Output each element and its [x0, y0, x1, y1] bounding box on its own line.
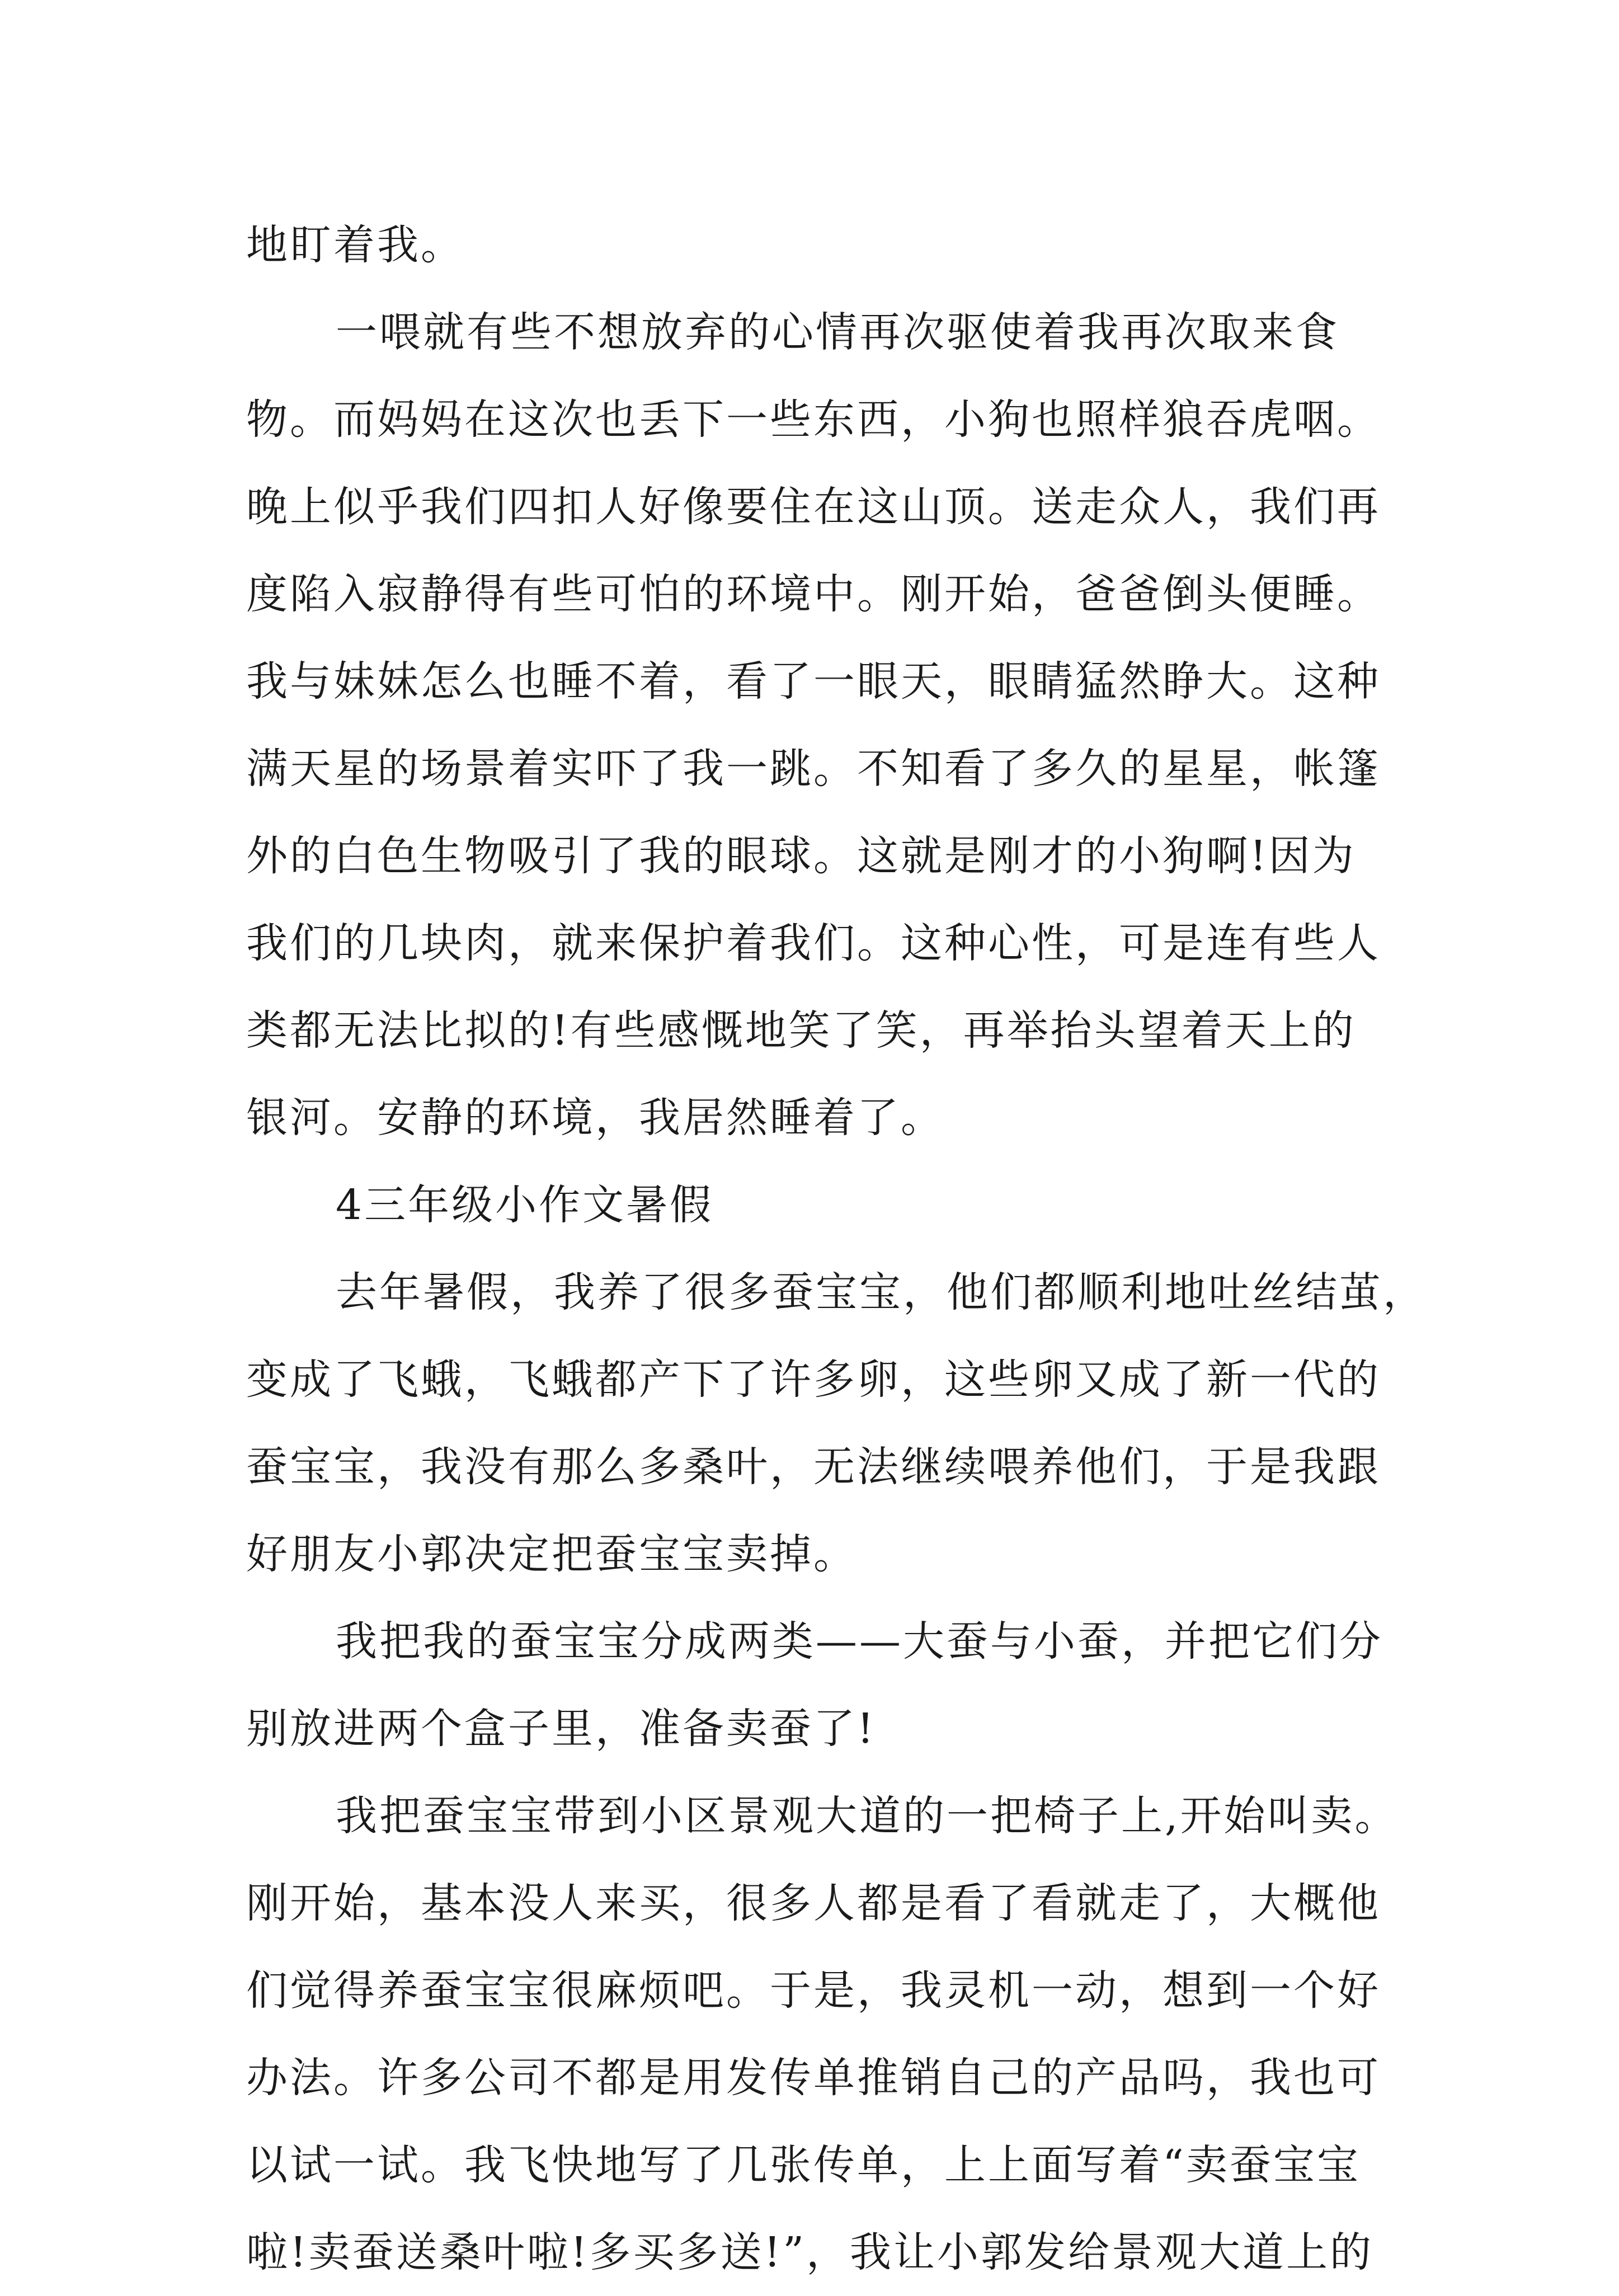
- text-line: 们觉得养蚕宝宝很麻烦吧。于是，我灵机一动，想到一个好: [246, 1966, 1381, 2015]
- text-line: 满天星的场景着实吓了我一跳。不知看了多久的星星，帐篷: [246, 745, 1381, 793]
- text-line: 晚上似乎我们四扣人好像要住在这山顶。送走众人，我们再: [246, 483, 1381, 531]
- text-line: 4三年级小作文暑假: [336, 1181, 714, 1229]
- text-line: 办法。许多公司不都是用发传单推销自己的产品吗，我也可: [246, 2054, 1381, 2102]
- text-line: 类都无法比拟的!有些感慨地笑了笑，再举抬头望着天上的: [246, 1006, 1356, 1055]
- text-line: 我与妹妹怎么也睡不着，看了一眼天，眼睛猛然睁大。这种: [246, 657, 1381, 705]
- text-line: 啦!卖蚕送桑叶啦!多买多送!”，我让小郭发给景观大道上的: [246, 2228, 1374, 2276]
- document-body: [246, 201, 1427, 2296]
- text-line: 我把蚕宝宝带到小区景观大道的一把椅子上,开始叫卖。: [336, 1792, 1399, 1840]
- text-line: 我把我的蚕宝宝分成两类——大蚕与小蚕，并把它们分: [336, 1617, 1383, 1665]
- text-line: 变成了飞蛾，飞蛾都产下了许多卵，这些卵又成了新一代的: [246, 1356, 1381, 1404]
- text-line: 以试一试。我飞快地写了几张传单，上上面写着“卖蚕宝宝: [246, 2141, 1361, 2189]
- text-line: 度陷入寂静得有些可怕的环境中。刚开始，爸爸倒头便睡。: [246, 570, 1381, 618]
- text-line: 好朋友小郭决定把蚕宝宝卖掉。: [246, 1530, 857, 1578]
- text-line: 银河。安静的环境，我居然睡着了。: [246, 1094, 944, 1142]
- text-line: 别放进两个盒子里，准备卖蚕了!: [246, 1705, 876, 1753]
- text-line: 我们的几块肉，就来保护着我们。这种心性，可是连有些人: [246, 919, 1381, 967]
- text-line: 一喂就有些不想放弃的心情再次驱使着我再次取来食: [336, 308, 1339, 356]
- text-line: 物。而妈妈在这次也丢下一些东西，小狗也照样狼吞虎咽。: [246, 396, 1381, 444]
- text-line: 地盯着我。: [246, 221, 464, 269]
- text-line: 刚开始，基本没人来买，很多人都是看了看就走了，大概他: [246, 1879, 1381, 1927]
- text-line: 蚕宝宝，我没有那么多桑叶，无法继续喂养他们，于是我跟: [246, 1443, 1381, 1491]
- text-line: 去年暑假，我养了很多蚕宝宝，他们都顺利地吐丝结茧，: [336, 1268, 1427, 1316]
- text-line: 外的白色生物吸引了我的眼球。这就是刚才的小狗啊!因为: [246, 832, 1356, 880]
